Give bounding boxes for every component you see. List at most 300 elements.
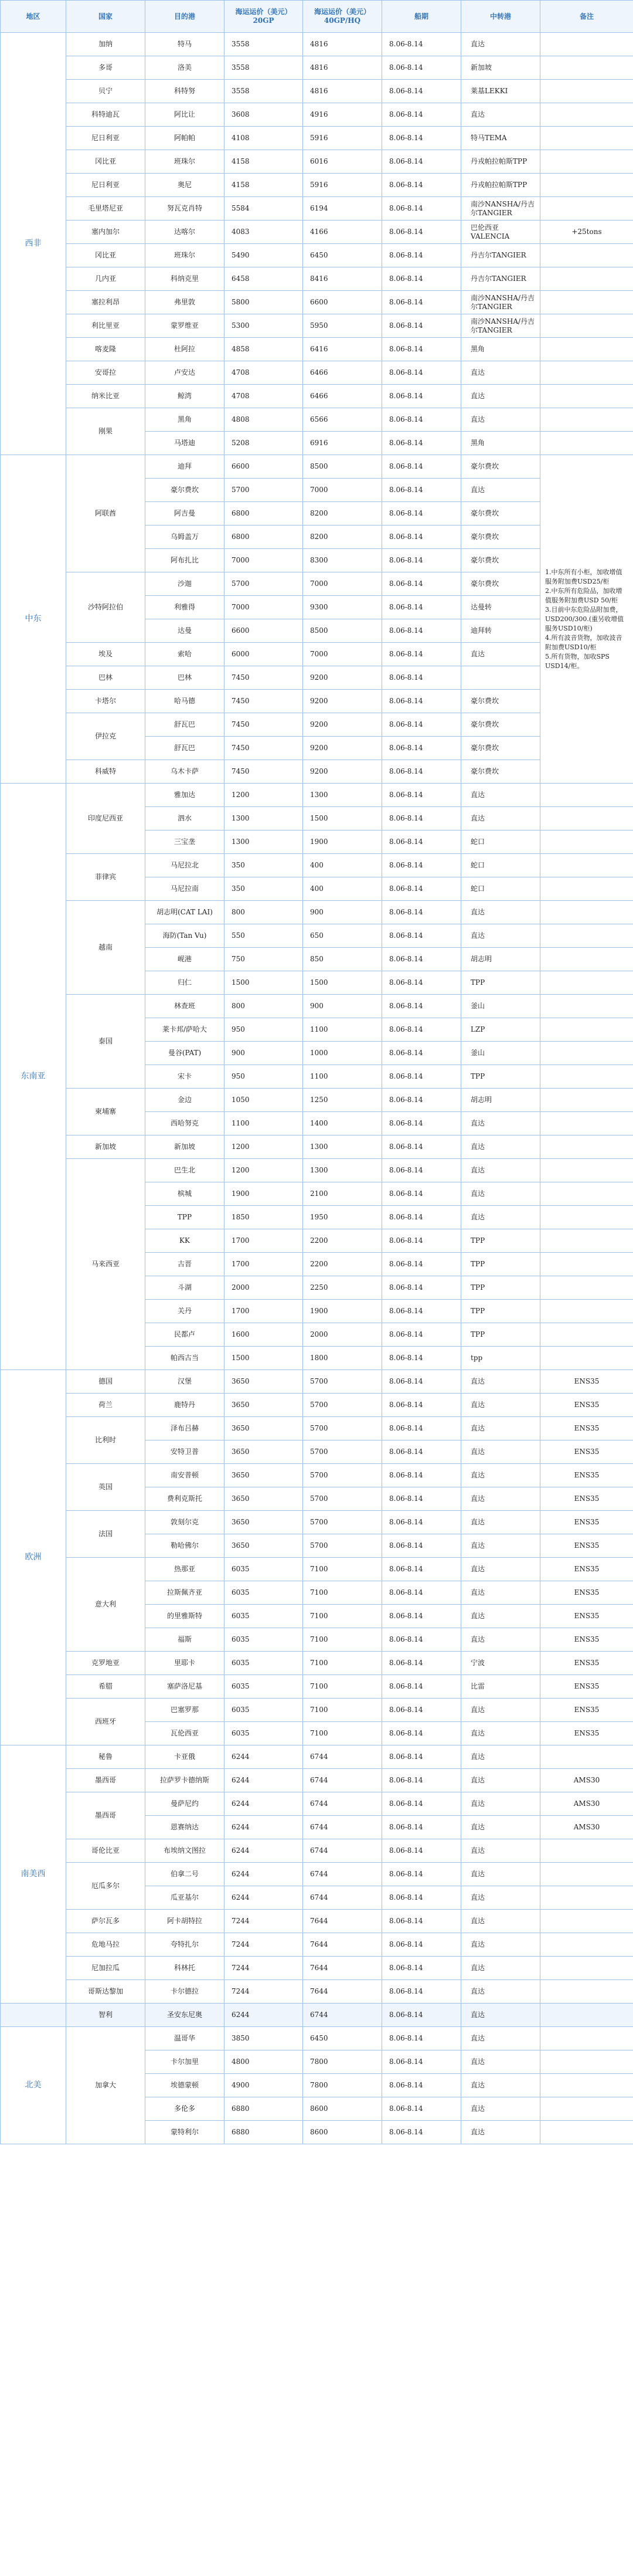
port-cell: 利雅得 [145, 596, 224, 619]
remark-cell [540, 33, 633, 56]
remark-cell [540, 103, 633, 127]
transit-cell: 蛇口 [461, 877, 540, 901]
price-40gp-cell: 7100 [303, 1699, 382, 1722]
sailing-cell: 8.06-8.14 [382, 1182, 461, 1206]
port-cell: 勒哈佛尔 [145, 1534, 224, 1558]
price-20gp-cell: 5208 [224, 432, 303, 455]
country-cell: 加拿大 [66, 2027, 145, 2144]
country-cell: 萨尔瓦多 [66, 1910, 145, 1933]
price-40gp-cell: 1900 [303, 1300, 382, 1323]
transit-cell: 直达 [461, 1112, 540, 1136]
port-cell: 阿卡胡特拉 [145, 1910, 224, 1933]
transit-cell: TPP [461, 1276, 540, 1300]
price-20gp-cell: 4708 [224, 361, 303, 385]
remark-cell [540, 901, 633, 924]
remark-cell [540, 1347, 633, 1370]
port-cell: 洛美 [145, 56, 224, 80]
country-cell: 危地马拉 [66, 1933, 145, 1957]
port-cell: 阿布扎比 [145, 549, 224, 572]
remark-cell [540, 1839, 633, 1863]
price-40gp-cell: 9200 [303, 737, 382, 760]
country-cell: 新加坡 [66, 1136, 145, 1159]
price-20gp-cell: 4808 [224, 408, 303, 432]
port-cell: 班珠尔 [145, 244, 224, 267]
remark-cell: ENS35 [540, 1581, 633, 1605]
price-20gp-cell: 6244 [224, 1745, 303, 1769]
price-40gp-cell: 9300 [303, 596, 382, 619]
price-20gp-cell: 3650 [224, 1534, 303, 1558]
table-row [1, 1511, 633, 1534]
transit-cell: TPP [461, 1300, 540, 1323]
country-cell: 西班牙 [66, 1699, 145, 1745]
price-40gp-cell: 4816 [303, 80, 382, 103]
country-cell: 沙特阿拉伯 [66, 572, 145, 643]
table-header-row [1, 1, 633, 33]
transit-cell: 直达 [461, 408, 540, 432]
price-40gp-cell: 8200 [303, 502, 382, 526]
price-40gp-cell: 400 [303, 854, 382, 877]
price-40gp-cell: 5916 [303, 127, 382, 150]
price-40gp-cell: 8416 [303, 267, 382, 291]
price-20gp-cell: 7450 [224, 666, 303, 690]
price-20gp-cell: 3650 [224, 1511, 303, 1534]
price-20gp-cell: 800 [224, 995, 303, 1018]
transit-cell: 丹戎帕拉帕斯TPP [461, 150, 540, 174]
port-cell: 归仁 [145, 971, 224, 995]
price-40gp-cell: 850 [303, 948, 382, 971]
port-cell: 舒瓦巴 [145, 713, 224, 737]
port-cell: 的里雅斯特 [145, 1605, 224, 1628]
transit-cell: 直达 [461, 2121, 540, 2144]
price-40gp-cell: 5700 [303, 1370, 382, 1394]
remark-cell [540, 1018, 633, 1042]
sailing-cell: 8.06-8.14 [382, 831, 461, 854]
price-20gp-cell: 750 [224, 948, 303, 971]
price-40gp-cell: 6566 [303, 408, 382, 432]
transit-cell: 直达 [461, 103, 540, 127]
country-cell: 墨西哥 [66, 1769, 145, 1792]
sailing-cell: 8.06-8.14 [382, 1581, 461, 1605]
price-20gp-cell: 3650 [224, 1487, 303, 1511]
price-20gp-cell: 5584 [224, 197, 303, 221]
sailing-cell: 8.06-8.14 [382, 690, 461, 713]
price-40gp-cell: 5950 [303, 314, 382, 338]
sailing-cell: 8.06-8.14 [382, 80, 461, 103]
remark-cell [540, 1276, 633, 1300]
price-40gp-cell: 650 [303, 924, 382, 948]
price-20gp-cell: 4108 [224, 127, 303, 150]
port-cell: 科林托 [145, 1957, 224, 1980]
price-20gp-cell: 3850 [224, 2027, 303, 2050]
port-cell: 圣安东尼奥 [145, 2004, 224, 2027]
price-40gp-cell: 7100 [303, 1675, 382, 1699]
remark-cell: ENS35 [540, 1464, 633, 1487]
sailing-cell: 8.06-8.14 [382, 1487, 461, 1511]
remark-cell: ENS35 [540, 1370, 633, 1394]
sailing-cell: 8.06-8.14 [382, 549, 461, 572]
port-cell: 安特卫普 [145, 1440, 224, 1464]
port-cell: 里耶卡 [145, 1652, 224, 1675]
price-20gp-cell: 7000 [224, 549, 303, 572]
transit-cell: 豪尔费坎 [461, 502, 540, 526]
price-40gp-cell: 7000 [303, 479, 382, 502]
port-cell: 三宝垄 [145, 831, 224, 854]
country-cell: 冈比亚 [66, 244, 145, 267]
region-cell: 中东 [1, 455, 66, 784]
price-40gp-cell: 2100 [303, 1182, 382, 1206]
port-cell: 鲸湾 [145, 385, 224, 408]
transit-cell: 直达 [461, 1980, 540, 2004]
port-cell: 瓜亚基尔 [145, 1886, 224, 1910]
remark-cell [540, 1253, 633, 1276]
price-20gp-cell: 5300 [224, 314, 303, 338]
country-cell: 柬埔寨 [66, 1089, 145, 1136]
country-cell: 伊拉克 [66, 713, 145, 760]
transit-cell: 直达 [461, 1370, 540, 1394]
table-row [1, 1839, 633, 1863]
price-40gp-cell: 4816 [303, 33, 382, 56]
price-20gp-cell: 950 [224, 1018, 303, 1042]
port-cell: 费利克斯托 [145, 1487, 224, 1511]
remark-cell [540, 174, 633, 197]
transit-cell: 直达 [461, 1886, 540, 1910]
sailing-cell: 8.06-8.14 [382, 1863, 461, 1886]
price-20gp-cell: 4858 [224, 338, 303, 361]
price-40gp-cell: 8500 [303, 455, 382, 479]
price-20gp-cell: 6244 [224, 1769, 303, 1792]
price-20gp-cell: 1700 [224, 1229, 303, 1253]
transit-cell: 直达 [461, 1957, 540, 1980]
port-cell: 鹿特丹 [145, 1394, 224, 1417]
table-row [1, 1159, 633, 1182]
transit-cell: 釜山 [461, 1042, 540, 1065]
table-row [1, 244, 633, 267]
remark-cell [540, 56, 633, 80]
price-40gp-cell: 6744 [303, 1792, 382, 1816]
transit-cell: 直达 [461, 1745, 540, 1769]
country-cell: 哥斯达黎加 [66, 1980, 145, 2004]
port-cell: 拉斯佩齐亚 [145, 1581, 224, 1605]
transit-cell: 直达 [461, 1933, 540, 1957]
price-20gp-cell: 1500 [224, 971, 303, 995]
port-cell: 科纳克里 [145, 267, 224, 291]
port-cell: 达曼 [145, 619, 224, 643]
transit-cell: 丹吉尔TANGIER [461, 267, 540, 291]
transit-cell: 直达 [461, 924, 540, 948]
sailing-cell: 8.06-8.14 [382, 1933, 461, 1957]
price-20gp-cell: 6035 [224, 1605, 303, 1628]
transit-cell: TPP [461, 1253, 540, 1276]
port-cell: 金边 [145, 1089, 224, 1112]
price-20gp-cell: 7000 [224, 596, 303, 619]
sailing-cell: 8.06-8.14 [382, 807, 461, 831]
price-40gp-cell: 1100 [303, 1018, 382, 1042]
sailing-cell: 8.06-8.14 [382, 314, 461, 338]
sailing-cell: 8.06-8.14 [382, 971, 461, 995]
transit-cell: 比雷 [461, 1675, 540, 1699]
sailing-cell: 8.06-8.14 [382, 1253, 461, 1276]
remark-cell [540, 1910, 633, 1933]
table-row [1, 760, 633, 784]
country-cell: 纳米比亚 [66, 385, 145, 408]
region-cell: 东南亚 [1, 784, 66, 1370]
remark-cell [540, 807, 633, 831]
remark-cell [540, 197, 633, 221]
price-20gp-cell: 6035 [224, 1628, 303, 1652]
price-40gp-cell: 2200 [303, 1253, 382, 1276]
sailing-cell: 8.06-8.14 [382, 1722, 461, 1745]
port-cell: 塞萨洛尼基 [145, 1675, 224, 1699]
table-row [1, 1980, 633, 2004]
table-row [1, 784, 633, 807]
price-40gp-cell: 1250 [303, 1089, 382, 1112]
port-cell: 马尼拉南 [145, 877, 224, 901]
sailing-cell: 8.06-8.14 [382, 1792, 461, 1816]
remark-cell [540, 1112, 633, 1136]
sailing-cell: 8.06-8.14 [382, 1440, 461, 1464]
remark-cell [540, 948, 633, 971]
transit-cell: 直达 [461, 1417, 540, 1440]
price-40gp-cell: 5700 [303, 1417, 382, 1440]
transit-cell: 直达 [461, 2050, 540, 2074]
port-cell: 民都卢 [145, 1323, 224, 1347]
country-cell: 秘鲁 [66, 1745, 145, 1769]
sailing-cell: 8.06-8.14 [382, 244, 461, 267]
price-20gp-cell: 350 [224, 854, 303, 877]
country-cell: 比利时 [66, 1417, 145, 1464]
country-cell: 法国 [66, 1511, 145, 1558]
header-price-20gp: 海运运价（美元）20GP [224, 1, 303, 33]
price-20gp-cell: 1300 [224, 807, 303, 831]
remark-cell: AMS30 [540, 1792, 633, 1816]
price-40gp-cell: 4166 [303, 221, 382, 244]
price-20gp-cell: 6600 [224, 455, 303, 479]
price-40gp-cell: 7800 [303, 2050, 382, 2074]
sailing-cell: 8.06-8.14 [382, 1652, 461, 1675]
country-cell: 哥伦比亚 [66, 1839, 145, 1863]
transit-cell: 宁波 [461, 1652, 540, 1675]
price-40gp-cell: 7800 [303, 2074, 382, 2097]
country-cell: 印度尼西亚 [66, 784, 145, 854]
price-20gp-cell: 1200 [224, 1136, 303, 1159]
remark-cell: ENS35 [540, 1628, 633, 1652]
price-40gp-cell: 6744 [303, 1769, 382, 1792]
price-20gp-cell: 7450 [224, 737, 303, 760]
port-cell: 巴林 [145, 666, 224, 690]
sailing-cell: 8.06-8.14 [382, 1159, 461, 1182]
price-40gp-cell: 6194 [303, 197, 382, 221]
country-cell: 阿联酋 [66, 455, 145, 572]
transit-cell: 直达 [461, 2027, 540, 2050]
price-20gp-cell: 3558 [224, 80, 303, 103]
price-20gp-cell: 6244 [224, 1816, 303, 1839]
sailing-cell: 8.06-8.14 [382, 1136, 461, 1159]
sailing-cell: 8.06-8.14 [382, 995, 461, 1018]
sailing-cell: 8.06-8.14 [382, 1229, 461, 1253]
price-20gp-cell: 6880 [224, 2121, 303, 2144]
price-20gp-cell: 1300 [224, 831, 303, 854]
table-row [1, 56, 633, 80]
price-40gp-cell: 2200 [303, 1229, 382, 1253]
remark-cell: ENS35 [540, 1675, 633, 1699]
price-20gp-cell: 4158 [224, 150, 303, 174]
table-row [1, 1464, 633, 1487]
port-cell: 岘港 [145, 948, 224, 971]
region-cell: 南美西 [1, 1745, 66, 2004]
transit-cell: TPP [461, 971, 540, 995]
remark-cell [540, 314, 633, 338]
sailing-cell: 8.06-8.14 [382, 666, 461, 690]
sailing-cell: 8.06-8.14 [382, 197, 461, 221]
remark-cell [540, 2121, 633, 2144]
sailing-cell: 8.06-8.14 [382, 760, 461, 784]
remark-cell [540, 1065, 633, 1089]
price-20gp-cell: 1900 [224, 1182, 303, 1206]
price-20gp-cell: 7450 [224, 713, 303, 737]
remark-cell [540, 150, 633, 174]
remark-cell [540, 127, 633, 150]
price-40gp-cell: 5700 [303, 1511, 382, 1534]
price-40gp-cell: 1950 [303, 1206, 382, 1229]
sailing-cell: 8.06-8.14 [382, 2050, 461, 2074]
port-cell: 曼谷(PAT) [145, 1042, 224, 1065]
sailing-cell: 8.06-8.14 [382, 1605, 461, 1628]
transit-cell: 南沙NANSHA/丹吉尔TANGIER [461, 197, 540, 221]
price-20gp-cell: 6800 [224, 502, 303, 526]
price-20gp-cell: 900 [224, 1042, 303, 1065]
country-cell: 荷兰 [66, 1394, 145, 1417]
price-20gp-cell: 7450 [224, 760, 303, 784]
transit-cell: 迪拜转 [461, 619, 540, 643]
country-cell: 泰国 [66, 995, 145, 1089]
transit-cell: 直达 [461, 643, 540, 666]
country-cell: 意大利 [66, 1558, 145, 1652]
price-40gp-cell: 4816 [303, 56, 382, 80]
country-cell: 科特迪瓦 [66, 103, 145, 127]
transit-cell: 直达 [461, 2074, 540, 2097]
sailing-cell: 8.06-8.14 [382, 1065, 461, 1089]
sailing-cell: 8.06-8.14 [382, 1464, 461, 1487]
port-cell: 林查班 [145, 995, 224, 1018]
table-row [1, 33, 633, 56]
port-cell: 马塔迪 [145, 432, 224, 455]
port-cell: 温哥华 [145, 2027, 224, 2050]
transit-cell: LZP [461, 1018, 540, 1042]
remark-cell [540, 432, 633, 455]
table-row [1, 1370, 633, 1394]
remark-cell [540, 1957, 633, 1980]
transit-cell: 直达 [461, 1792, 540, 1816]
sailing-cell: 8.06-8.14 [382, 2097, 461, 2121]
remark-cell [540, 1886, 633, 1910]
sailing-cell: 8.06-8.14 [382, 1558, 461, 1581]
sailing-cell: 8.06-8.14 [382, 1323, 461, 1347]
port-cell: 巴塞罗那 [145, 1699, 224, 1722]
transit-cell: 胡志明 [461, 948, 540, 971]
table-row [1, 338, 633, 361]
transit-cell: 黑角 [461, 432, 540, 455]
country-cell: 厄瓜多尔 [66, 1863, 145, 1910]
country-cell: 马来西亚 [66, 1159, 145, 1370]
price-40gp-cell: 7644 [303, 1910, 382, 1933]
remark-cell: ENS35 [540, 1605, 633, 1628]
table-row [1, 854, 633, 877]
price-20gp-cell: 6244 [224, 1886, 303, 1910]
sailing-cell: 8.06-8.14 [382, 1347, 461, 1370]
sailing-cell: 8.06-8.14 [382, 385, 461, 408]
remark-cell: ENS35 [540, 1417, 633, 1440]
sailing-cell: 8.06-8.14 [382, 1276, 461, 1300]
price-40gp-cell: 2000 [303, 1323, 382, 1347]
price-20gp-cell: 6000 [224, 643, 303, 666]
remark-cell [540, 2074, 633, 2097]
table-row [1, 1675, 633, 1699]
transit-cell: 达曼转 [461, 596, 540, 619]
transit-cell: 直达 [461, 33, 540, 56]
port-cell: 乌姆盖万 [145, 526, 224, 549]
sailing-cell: 8.06-8.14 [382, 338, 461, 361]
remark-cell [540, 1300, 633, 1323]
port-cell: 蒙特利尔 [145, 2121, 224, 2144]
port-cell: 巴生北 [145, 1159, 224, 1182]
sailing-cell: 8.06-8.14 [382, 1910, 461, 1933]
remark-cell: +25tons [540, 221, 633, 244]
country-cell: 希腊 [66, 1675, 145, 1699]
sailing-cell: 8.06-8.14 [382, 267, 461, 291]
price-40gp-cell: 9200 [303, 713, 382, 737]
transit-cell: 直达 [461, 1558, 540, 1581]
port-cell: 南安普顿 [145, 1464, 224, 1487]
port-cell: 福斯 [145, 1628, 224, 1652]
remark-cell: ENS35 [540, 1558, 633, 1581]
port-cell: 槟城 [145, 1182, 224, 1206]
price-20gp-cell: 4083 [224, 221, 303, 244]
table-row [1, 221, 633, 244]
price-20gp-cell: 5490 [224, 244, 303, 267]
remark-cell: ENS35 [540, 1394, 633, 1417]
port-cell: 泽布吕赫 [145, 1417, 224, 1440]
table-row [1, 127, 633, 150]
header-sailing: 船期 [382, 1, 461, 33]
remark-cell [540, 1136, 633, 1159]
sailing-cell: 8.06-8.14 [382, 455, 461, 479]
remark-cell [540, 831, 633, 854]
price-40gp-cell: 7000 [303, 572, 382, 596]
table-row [1, 643, 633, 666]
country-cell: 利比里亚 [66, 314, 145, 338]
table-row [1, 174, 633, 197]
port-cell: 索哈 [145, 643, 224, 666]
transit-cell: 直达 [461, 1206, 540, 1229]
remark-cell [540, 1182, 633, 1206]
sailing-cell: 8.06-8.14 [382, 948, 461, 971]
country-cell: 贝宁 [66, 80, 145, 103]
table-row [1, 1910, 633, 1933]
country-cell: 德国 [66, 1370, 145, 1394]
price-20gp-cell: 6035 [224, 1581, 303, 1605]
transit-cell: 直达 [461, 1699, 540, 1722]
price-20gp-cell: 1700 [224, 1300, 303, 1323]
sailing-cell: 8.06-8.14 [382, 572, 461, 596]
price-20gp-cell: 950 [224, 1065, 303, 1089]
country-cell: 安哥拉 [66, 361, 145, 385]
transit-cell: tpp [461, 1347, 540, 1370]
price-20gp-cell: 800 [224, 901, 303, 924]
price-20gp-cell: 6244 [224, 1863, 303, 1886]
price-20gp-cell: 6244 [224, 1792, 303, 1816]
price-20gp-cell: 7244 [224, 1980, 303, 2004]
price-40gp-cell: 1900 [303, 831, 382, 854]
